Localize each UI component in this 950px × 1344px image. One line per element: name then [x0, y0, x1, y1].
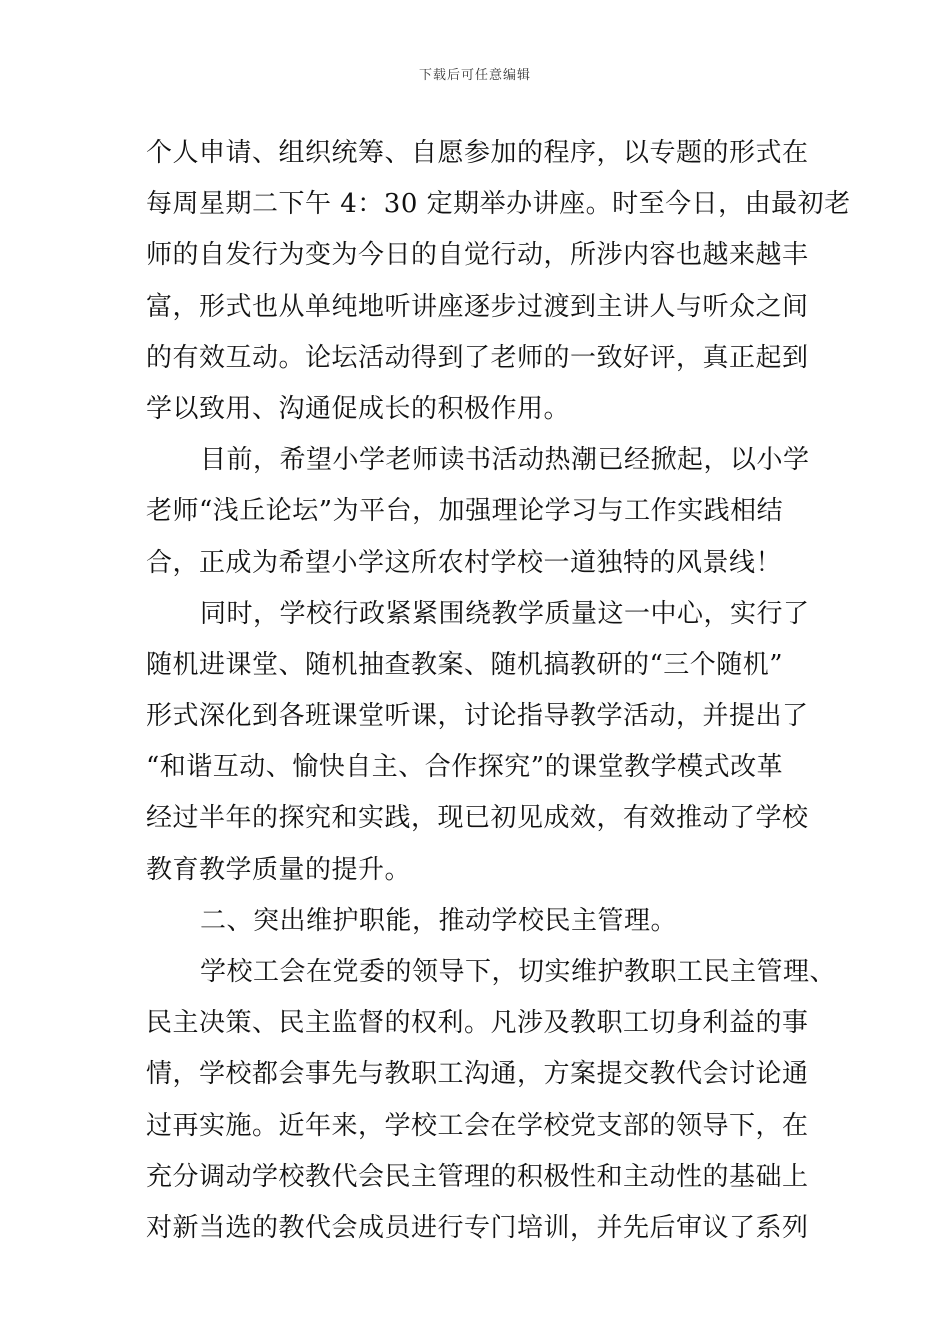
text-line: 形式深化到各班课堂听课，讨论指导教学活动，并提出了: [146, 701, 809, 732]
text-line: 二、突出维护职能，推动学校民主管理。: [200, 905, 678, 936]
text-line: 老师“浅丘论坛”为平台，加强理论学习与工作实践相结: [146, 496, 784, 527]
document-body: [146, 128, 851, 1254]
text-line: 对新当选的教代会成员进行专门培训，并先后审议了系列: [146, 1212, 809, 1243]
text-line: 同时，学校行政紧紧围绕教学质量这一中心，实行了: [200, 598, 810, 629]
text-line: 过再实施。近年来，学校工会在学校党支部的领导下，在: [146, 1110, 809, 1141]
text-line: 富，形式也从单纯地听讲座逐步过渡到主讲人与听众之间: [146, 291, 809, 322]
text-line: 目前，希望小学老师读书活动热潮已经掀起，以小学: [200, 445, 810, 476]
text-line: 个人申请、组织统筹、自愿参加的程序，以专题的形式在: [146, 138, 809, 168]
text-line: 学校工会在党委的领导下，切实维护教职工民主管理、: [200, 957, 837, 987]
text-line: 民主决策、民主监督的权利。凡涉及教职工切身利益的事: [146, 1008, 809, 1039]
text-line: 随机进课堂、随机抽查教案、随机搞教研的“三个随机”: [146, 649, 784, 680]
text-line: 经过半年的探究和实践，现已初见成效，有效推动了学校: [146, 803, 809, 834]
text-line: 学以致用、沟通促成长的积极作用。: [146, 393, 571, 424]
text-line: “和谐互动、愉快自主、合作探究”的课堂教学模式改革: [146, 752, 784, 783]
page-header: 下载后可任意编辑: [418, 68, 531, 83]
text-line: 充分调动学校教代会民主管理的积极性和主动性的基础上: [146, 1161, 809, 1192]
text-line: 教育教学质量的提升。: [146, 854, 412, 885]
text-line: 每周星期二下午 4：30 定期举办讲座。时至今日，由最初老: [146, 189, 851, 220]
text-line: 合，正成为希望小学这所农村学校一道独特的风景线！: [146, 547, 783, 578]
text-line: 的有效互动。论坛活动得到了老师的一致好评，真正起到: [146, 342, 809, 373]
text-line: 情，学校都会事先与教职工沟通，方案提交教代会讨论通: [146, 1059, 809, 1090]
text-line: 师的自发行为变为今日的自觉行动，所涉内容也越来越丰: [146, 240, 809, 271]
